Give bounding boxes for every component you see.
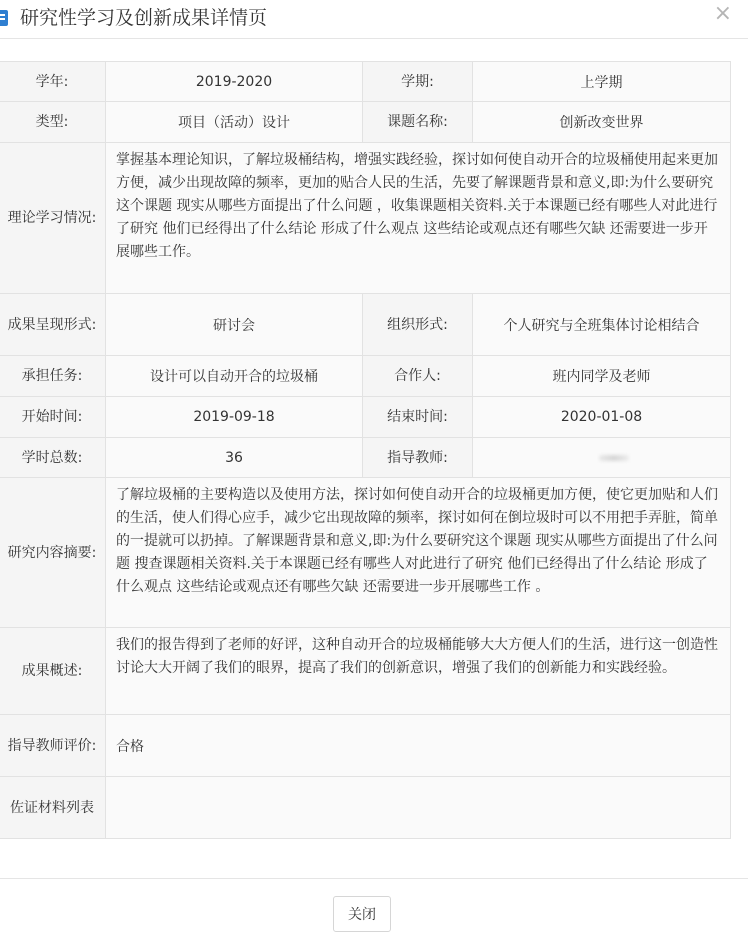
theory-label: 理论学习情况: [0, 143, 106, 294]
topic-label: 课题名称: [363, 102, 473, 143]
type-label: 类型: [0, 102, 106, 143]
task-label: 承担任务: [0, 356, 106, 397]
dialog-title: 研究性学习及创新成果详情页 [20, 7, 268, 29]
table-row [0, 356, 731, 397]
theory-value: 掌握基本理论知识，了解垃圾桶结构，增强实践经验，探讨如何使自动开合的垃圾桶使用起来更加方便，减少出现故障的频率，更加的贴合人民的生活，先要了解课题背景和意义,即:为什么要研究这个课题 现实从哪些方面提出了什么问题 ，收集课题相关资料.关于本课题已经有哪些人对此进行了研究 他们已经得出了什么结论 形成了什么观点 这些结论或观点还有哪些欠缺 还需要进一步开展哪些工作。 [106, 143, 731, 294]
eval-label: 指导教师评价: [0, 715, 106, 777]
hours-value: 36 [106, 438, 363, 478]
start-label: 开始时间: [0, 397, 106, 438]
task-value: 设计可以自动开合的垃圾桶 [106, 356, 363, 397]
close-icon[interactable]: × [713, 1, 732, 26]
term-value: 上学期 [473, 62, 731, 102]
form-label: 成果呈现形式: [0, 294, 106, 356]
content-value: 了解垃圾桶的主要构造以及使用方法，探讨如何使自动开合的垃圾桶更加方便，使它更加贴和人们的生活，使人们得心应手，减少它出现故障的频率，探讨如何在倒垃圾时可以不用把手弄脏，简单的一提就可以扔掉。了解课题背景和意义,即:为什么要研究这个课题 现实从哪些方面提出了什么问题 搜查课题相关资料.关于本课题已经有哪些人对此进行了研究 他们已经得出了什么结论 形成了什么观点 这些结论或观点还有哪些欠缺 还需要进一步开展哪些工作 。 [106, 478, 731, 628]
type-value: 项目（活动）设计 [106, 102, 363, 143]
start-value: 2019-09-18 [106, 397, 363, 438]
evidence-list [106, 777, 731, 839]
document-icon [0, 10, 8, 26]
form-value: 研讨会 [106, 294, 363, 356]
topic-value: 创新改变世界 [473, 102, 731, 143]
summary-value: 我们的报告得到了老师的好评，这种自动开合的垃圾桶能够大大方便人们的生活，进行这一创造性讨论大大开阔了我们的眼界，提高了我们的创新意识，增强了我们的创新能力和实践经验。 [106, 628, 731, 715]
table-row [0, 62, 731, 102]
table-row [0, 715, 731, 777]
end-label: 结束时间: [363, 397, 473, 438]
summary-label: 成果概述: [0, 628, 106, 715]
year-value: 2019-2020 [106, 62, 363, 102]
redacted-name [599, 455, 629, 461]
partner-value: 班内同学及老师 [473, 356, 731, 397]
year-label: 学年: [0, 62, 106, 102]
footer-divider [0, 878, 748, 879]
end-value: 2020-01-08 [473, 397, 731, 438]
detail-table [0, 61, 731, 839]
eval-value: 合格 [106, 715, 731, 777]
table-row [0, 102, 731, 143]
table-row [0, 294, 731, 356]
dialog-title-bar [0, 0, 748, 39]
hours-label: 学时总数: [0, 438, 106, 478]
table-row [0, 478, 731, 628]
teacher-value [473, 438, 731, 478]
table-row [0, 777, 731, 839]
org-label: 组织形式: [363, 294, 473, 356]
evidence-label: 佐证材料列表 [0, 777, 106, 839]
term-label: 学期: [363, 62, 473, 102]
table-row [0, 628, 731, 715]
content-label: 研究内容摘要: [0, 478, 106, 628]
table-row [0, 143, 731, 294]
org-value: 个人研究与全班集体讨论相结合 [473, 294, 731, 356]
teacher-label: 指导教师: [363, 438, 473, 478]
table-row [0, 397, 731, 438]
partner-label: 合作人: [363, 356, 473, 397]
close-button[interactable]: 关闭 [333, 896, 391, 932]
table-row [0, 438, 731, 478]
